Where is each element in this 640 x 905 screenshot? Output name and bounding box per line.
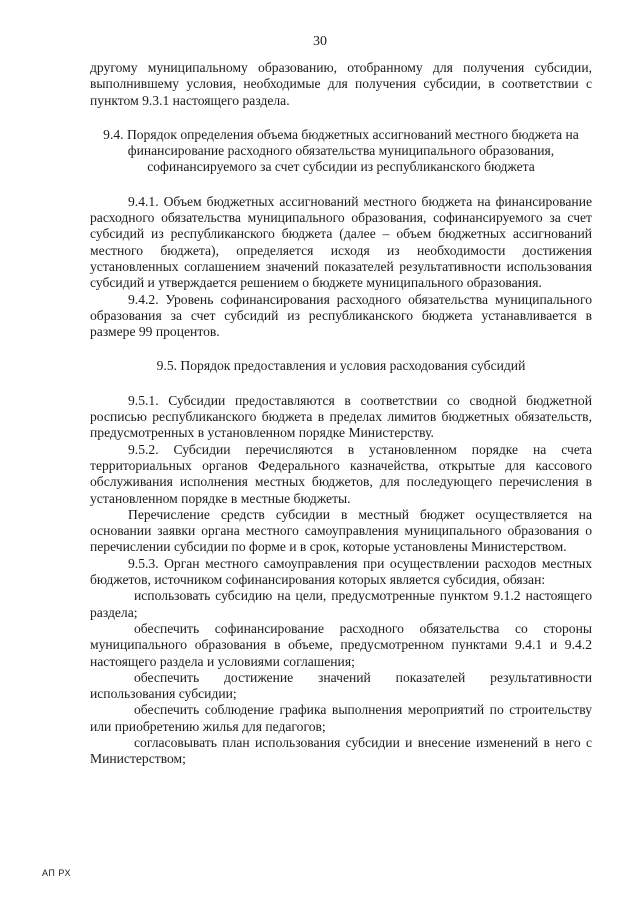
list-item-cofinancing: обеспечить софинансирование расходного обязательства со стороны муниципального образования в объеме, предусмотренном пунктами 9.4.1 и 9.4.2 настоящего раздела и условиями соглашения; xyxy=(90,620,592,669)
list-item-use-subsidy: использовать субсидию на цели, предусмотренные пунктом 9.1.2 настоящего раздела; xyxy=(90,588,592,620)
paragraph-9-4-1: 9.4.1. Объем бюджетных ассигнований местного бюджета на финансирование расходного обязательства муниципального образования, софинансируемого за счет субсидий из республиканского бюджета (далее – объем бюджетных ассигнований местного бюджета), определяется исходя из необходимости достижения установленных соглашением значений показателей результативности использования субсидий и утверждается решением о бюджете муниципального образования. xyxy=(90,193,592,291)
paragraph-9-5-3: 9.5.3. Орган местного самоуправления при осуществлении расходов местных бюджетов, источником софинансирования которых является субсидия, обязан: xyxy=(90,555,592,588)
paragraph-9-4-2: 9.4.2. Уровень софинансирования расходного обязательства муниципального образования за счет субсидий из республиканского бюджета устанавливается в размере 99 процентов. xyxy=(90,291,592,340)
section-heading-9-5: 9.5. Порядок предоставления и условия расходования субсидий xyxy=(156,358,526,374)
paragraph-9-5-2: 9.5.2. Субсидии перечисляются в установленном порядке на счета территориальных органов Федерального казначейства, открытые для кассового обслуживания исполнения местных бюджетов, для последующего перечисления в установленном порядке в местные бюджеты. xyxy=(90,441,592,506)
paragraph-transfer: Перечисление средств субсидии в местный бюджет осуществляется на основании заявки органа местного самоуправления муниципального образования о перечислении субсидии по форме и в срок, которые установлены Министерством. xyxy=(90,506,592,555)
footer-code: АП РХ xyxy=(42,868,71,878)
document-body xyxy=(90,60,592,768)
paragraph-9-5-1: 9.5.1. Субсидии предоставляются в соответствии со сводной бюджетной росписью республиканского бюджета в пределах лимитов бюджетных обязательств, предусмотренных в установленном порядке Министерству. xyxy=(90,392,592,441)
list-item-agree-plan: согласовывать план использования субсидии и внесение изменений в него с Министерством; xyxy=(90,734,592,767)
list-item-schedule: обеспечить соблюдение графика выполнения мероприятий по строительству или приобретению жилья для педагогов; xyxy=(90,702,592,734)
section-heading-9-4: 9.4. Порядок определения объема бюджетных ассигнований местного бюджета на финансирование расходного обязательства муниципального образования, софинансируемого за счет субсидии из республиканского бюджета xyxy=(103,126,579,175)
paragraph-continuation: другому муниципальному образованию, отобранному для получения субсидии, выполнившему условия, необходимые для получения субсидии, в соответствии с пунктом 9.3.1 настоящего раздела. xyxy=(90,60,592,108)
page-number: 30 xyxy=(313,34,327,49)
list-item-performance: обеспечить достижение значений показателей результативности использования субсидии; xyxy=(90,669,592,702)
